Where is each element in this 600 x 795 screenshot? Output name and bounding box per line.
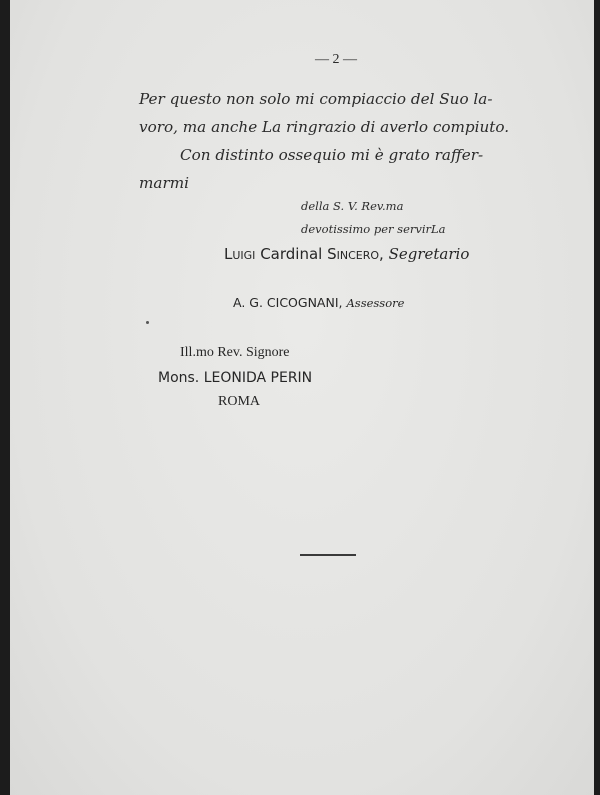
letter-line-2: voro, ma anche La ringrazio di averlo compiuto. (139, 118, 510, 136)
signature-role: Segretario (388, 245, 470, 263)
page-number: — 2 — (315, 52, 357, 67)
address-city: ROMA (218, 394, 261, 409)
letter-line-1: Per questo non solo mi compiaccio del Suo la- (139, 90, 493, 108)
ink-speck (146, 321, 149, 324)
address-recipient: Mons. LEONIDA PERIN (158, 370, 313, 386)
letter-line-3: Con distinto ossequio mi è grato raffer- (180, 146, 484, 164)
signature-line (224, 245, 469, 263)
closing-line-1: della S. V. Rev.ma (301, 199, 404, 213)
assessor-role: Assessore (346, 296, 405, 310)
signature-surname: Sincero, (327, 245, 384, 263)
assessor-name: A. G. CICOGNANI, (233, 295, 343, 310)
letter-page (10, 0, 594, 795)
closing-rule (300, 554, 356, 556)
assessor-line (233, 295, 404, 310)
address-salutation: Ill.mo Rev. Signore (180, 345, 290, 360)
letter-line-4: marmi (139, 174, 189, 192)
signature-first-name: Luigi (224, 245, 256, 263)
signature-title: Cardinal (260, 245, 323, 263)
closing-line-2: devotissimo per servirLa (301, 222, 446, 236)
